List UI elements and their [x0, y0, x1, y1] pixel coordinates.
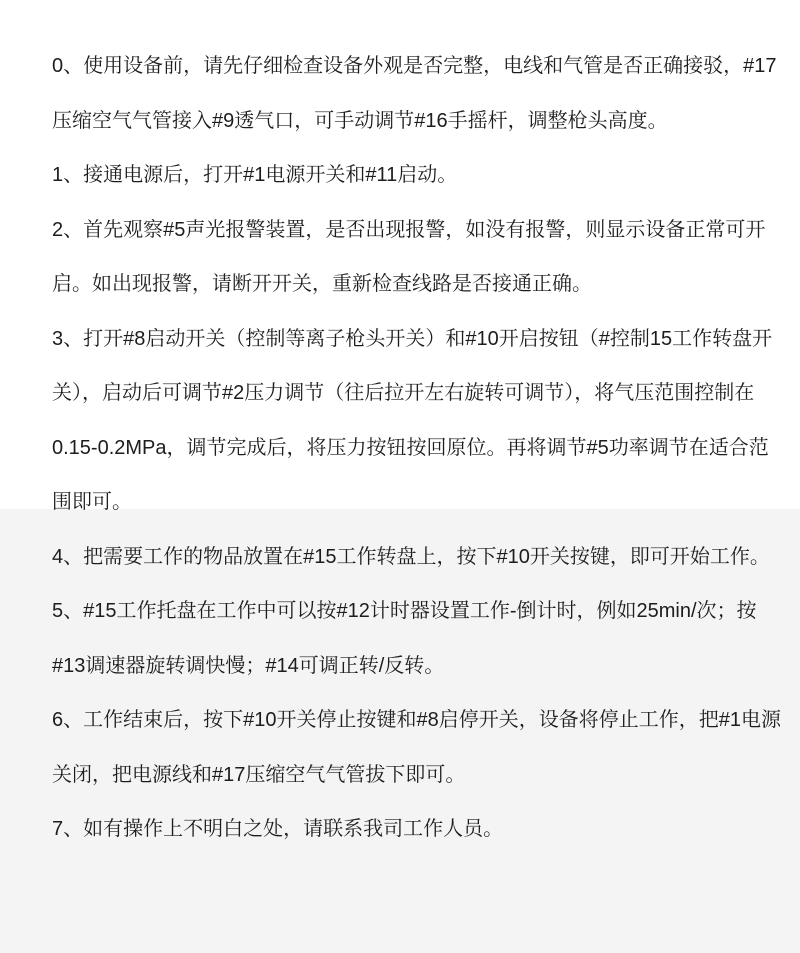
- instruction-paragraph-4: [52, 530, 784, 585]
- instructions-document: [52, 39, 784, 857]
- instruction-paragraph-0: [52, 39, 784, 148]
- instruction-line: 关），启动后可调节#2压力调节（往后拉开左右旋转可调节），将气压范围控制在: [52, 382, 755, 404]
- instruction-line: 压缩空气气管接入#9透气口，可手动调节#16手摇杆，调整枪头高度。: [52, 109, 668, 132]
- instruction-line: 启。如出现报警，请断开开关，重新检查线路是否接通正确。: [52, 273, 592, 295]
- instruction-line: 3、打开#8启动开关（控制等离子枪头开关）和#10开启按钮（#控制15工作转盘开: [52, 327, 773, 350]
- instruction-line: 1、接通电源后，打开#1电源开关和#11启动。: [52, 164, 458, 186]
- instruction-line: 关闭，把电源线和#17压缩空气气管拔下即可。: [52, 763, 466, 786]
- instruction-paragraph-3: [52, 312, 784, 530]
- instruction-paragraph-6: [52, 693, 784, 802]
- instruction-line: 0.15-0.2MPa，调节完成后，将压力按钮按回原位。再将调节#5功率调节在适合范: [52, 436, 769, 459]
- instruction-line: 5、#15工作托盘在工作中可以按#12计时器设置工作-倒计时，例如25min/次；按: [52, 600, 757, 622]
- instruction-paragraph-2: [52, 203, 784, 312]
- instruction-paragraph-7: [52, 802, 784, 857]
- instruction-line: 2、首先观察#5声光报警装置，是否出现报警，如没有报警，则显示设备正常可开: [52, 218, 766, 241]
- instruction-paragraph-1: [52, 148, 784, 203]
- instruction-line: #13调速器旋转调快慢；#14可调正转/反转。: [52, 654, 445, 677]
- instruction-line: 6、工作结束后，按下#10开关停止按键和#8启停开关，设备将停止工作，把#1电源: [52, 709, 781, 731]
- instruction-paragraph-5: [52, 584, 784, 693]
- instruction-line: 4、把需要工作的物品放置在#15工作转盘上，按下#10开关按键，即可开始工作。: [52, 545, 770, 568]
- instruction-line: 7、如有操作上不明白之处，请联系我司工作人员。: [52, 818, 504, 840]
- instruction-line: 围即可。: [52, 491, 132, 513]
- instruction-line: 0、使用设备前，请先仔细检查设备外观是否完整，电线和气管是否正确接驳，#17: [52, 55, 777, 77]
